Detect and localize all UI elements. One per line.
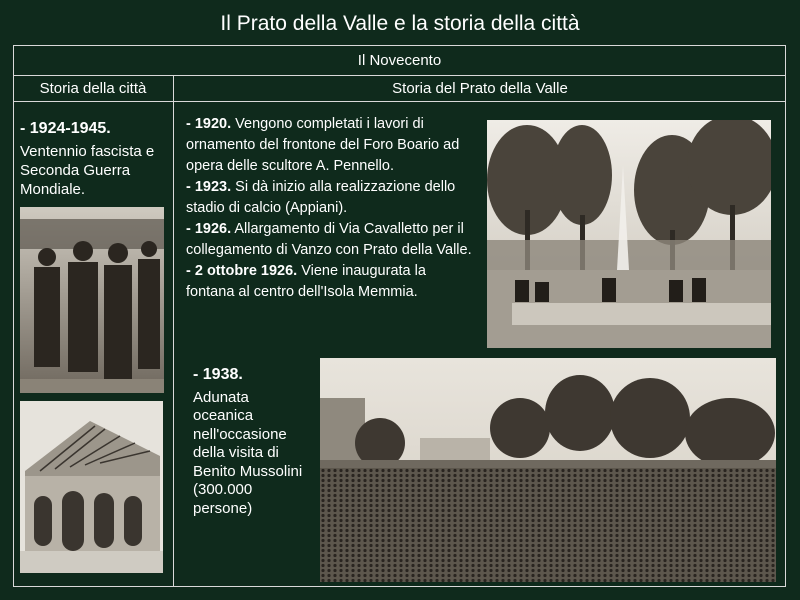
page-title: Il Prato della Valle e la storia della città (220, 12, 580, 35)
photo-ruined-building (20, 401, 163, 573)
column-divider (173, 75, 174, 587)
photo-officers (20, 207, 164, 393)
event-description: Allargamento di Via Cavalletto per il collegamento di Vanzo con Prato della Valle. (186, 221, 472, 258)
section-header: Il Novecento (357, 52, 442, 69)
event-item (186, 114, 476, 177)
city-history-year: - 1924-1945. (20, 120, 111, 137)
prato-events (186, 114, 476, 303)
city-history-text (20, 119, 172, 199)
event-1938-description: Adunata oceanica nell'occasione della visita di Benito Mussolini (300.000 persone) (193, 388, 303, 517)
event-item (186, 261, 476, 303)
event-1938 (193, 366, 313, 518)
event-year: - 1920. (186, 116, 232, 132)
event-description: Si dà inizio alla realizzazione dello stadio di calcio (Appiani). (186, 179, 456, 216)
event-item (186, 177, 476, 219)
column-header-city: Storia della città (39, 80, 147, 97)
event-year: - 2 ottobre 1926. (186, 263, 298, 279)
photo-crowd-rally (320, 358, 776, 582)
photo-fountain (487, 120, 771, 348)
city-history-description: Ventennio fascista e Seconda Guerra Mondiale. (20, 143, 155, 198)
event-1938-year: - 1938. (193, 366, 243, 383)
event-year: - 1926. (186, 221, 232, 237)
column-header-prato: Storia del Prato della Valle (392, 80, 568, 97)
event-item (186, 219, 476, 261)
table-divider (13, 101, 786, 102)
event-year: - 1923. (186, 179, 232, 195)
table-divider (13, 75, 786, 76)
event-description: Viene inaugurata la fontana al centro dell'Isola Memmia. (186, 263, 426, 300)
event-description: Vengono completati i lavori di ornamento del frontone del Foro Boario ad opera delle scultore A. Pennello. (186, 116, 460, 174)
